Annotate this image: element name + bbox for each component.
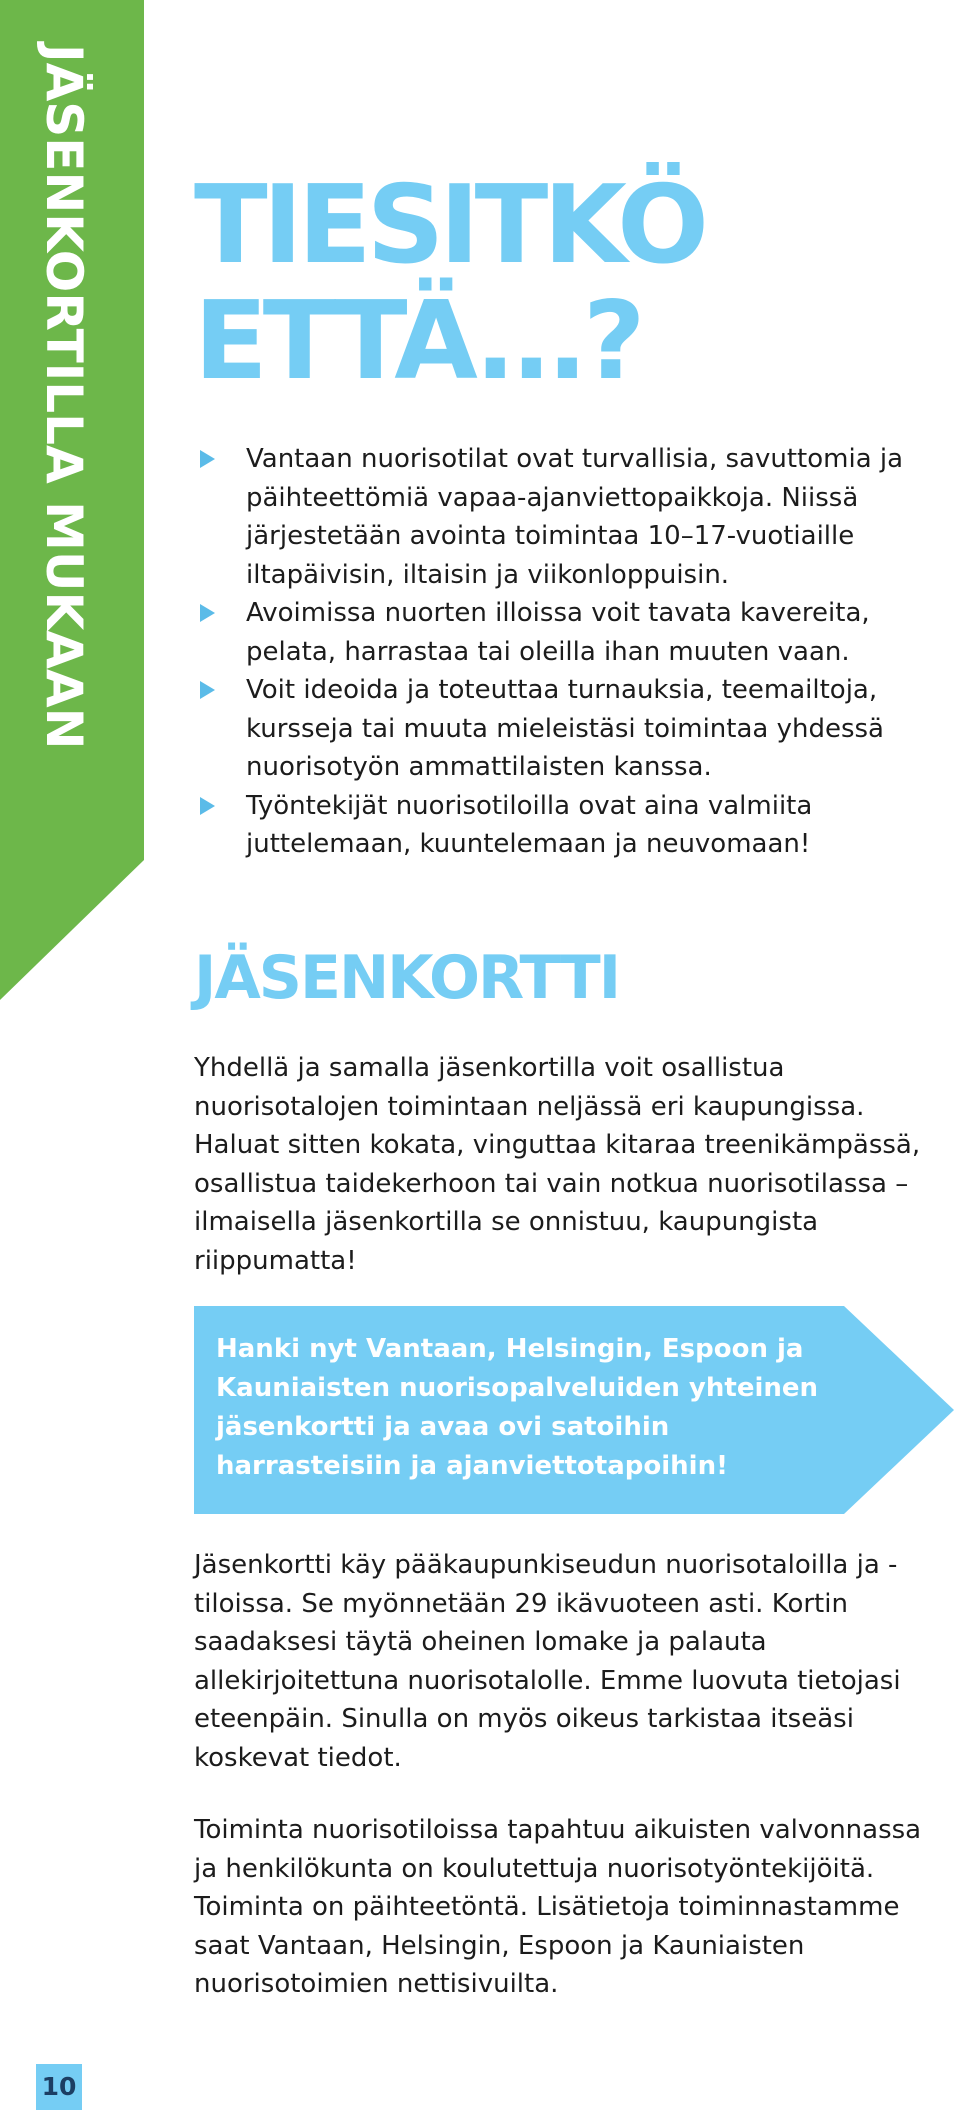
- page-title-line-2: ETTÄ...?: [194, 279, 641, 404]
- fact-text: Työntekijät nuorisotiloilla ovat aina valmiita juttelemaan, kuuntelemaan ja neuvomaan!: [246, 790, 813, 859]
- fact-text: Voit ideoida ja toteuttaa turnauksia, teemailtoja, kursseja tai muuta mieleistäsi toimintaa yhdessä nuorisotyön ammattilaisten kanssa.: [246, 675, 884, 782]
- triangle-bullet-icon: [200, 797, 215, 815]
- fact-text: Vantaan nuorisotilat ovat turvallisia, savuttomia ja päihteettömiä vapaa-ajanviettopaikkoja. Niissä järjestetään avointa toimintaa 10–17-vuotiaille iltapäivisin, iltaisin ja viikonloppuisin.: [246, 444, 904, 590]
- callout-banner: [194, 1306, 954, 1514]
- section-heading: JÄSENKORTTI: [194, 943, 620, 1013]
- page-title-line-1: TIESITKÖ: [194, 163, 704, 288]
- fact-list-item: [194, 440, 914, 594]
- triangle-bullet-icon: [200, 450, 215, 468]
- fact-list: [194, 440, 914, 864]
- side-banner-label: JÄSENKORTILLA MUKAAN: [35, 44, 93, 750]
- callout-text: Hanki nyt Vantaan, Helsingin, Espoon ja Kauniaisten nuorisopalveluiden yhteinen jäsenkortti ja avaa ovi satoihin harrasteisiin ja ajanviettotapoihin!: [216, 1334, 819, 1481]
- triangle-bullet-icon: [200, 604, 215, 622]
- fact-list-item: [194, 787, 914, 864]
- fact-list-item: [194, 671, 914, 787]
- fact-text: Avoimissa nuorten illoissa voit tavata kavereita, pelata, harrastaa tai oleilla ihan muuten vaan.: [246, 598, 870, 667]
- fact-list-item: [194, 594, 914, 671]
- card-info-paragraph: Jäsenkortti käy pääkaupunkiseudun nuorisotaloilla ja -tiloissa. Se myönnetään 29 ikävuoteen asti. Kortin saadaksesi täytä oheinen lomake ja palauta allekirjoitettuna nuorisotalolle. Emme luovuta tietojasi eteenpäin. Sinulla on myös oikeus tarkistaa itseäsi koskevat tiedot.: [194, 1550, 901, 1773]
- triangle-bullet-icon: [200, 681, 215, 699]
- supervision-paragraph: Toiminta nuorisotiloissa tapahtuu aikuisten valvonnassa ja henkilökunta on koulutettuja nuorisotyöntekijöitä. Toiminta on päihteetöntä. Lisätietoja toiminnastamme saat Vantaan, Helsingin, Espoon ja Kauniaisten nuorisotoimien nettisivuilta.: [194, 1815, 922, 1999]
- side-banner-label-wrap: [35, 44, 95, 864]
- page-title: [194, 163, 704, 404]
- membership-paragraph: Yhdellä ja samalla jäsenkortilla voit osallistua nuorisotalojen toimintaan neljässä eri kaupungissa. Haluat sitten kokata, vinguttaa kitaraa treenikämpässä, osallistua taidekerhoon tai vain notkua nuorisotilassa – ilmaisella jäsenkortilla se onnistuu, kaupungista riippumatta!: [194, 1053, 921, 1276]
- page-number: 10: [36, 2064, 82, 2110]
